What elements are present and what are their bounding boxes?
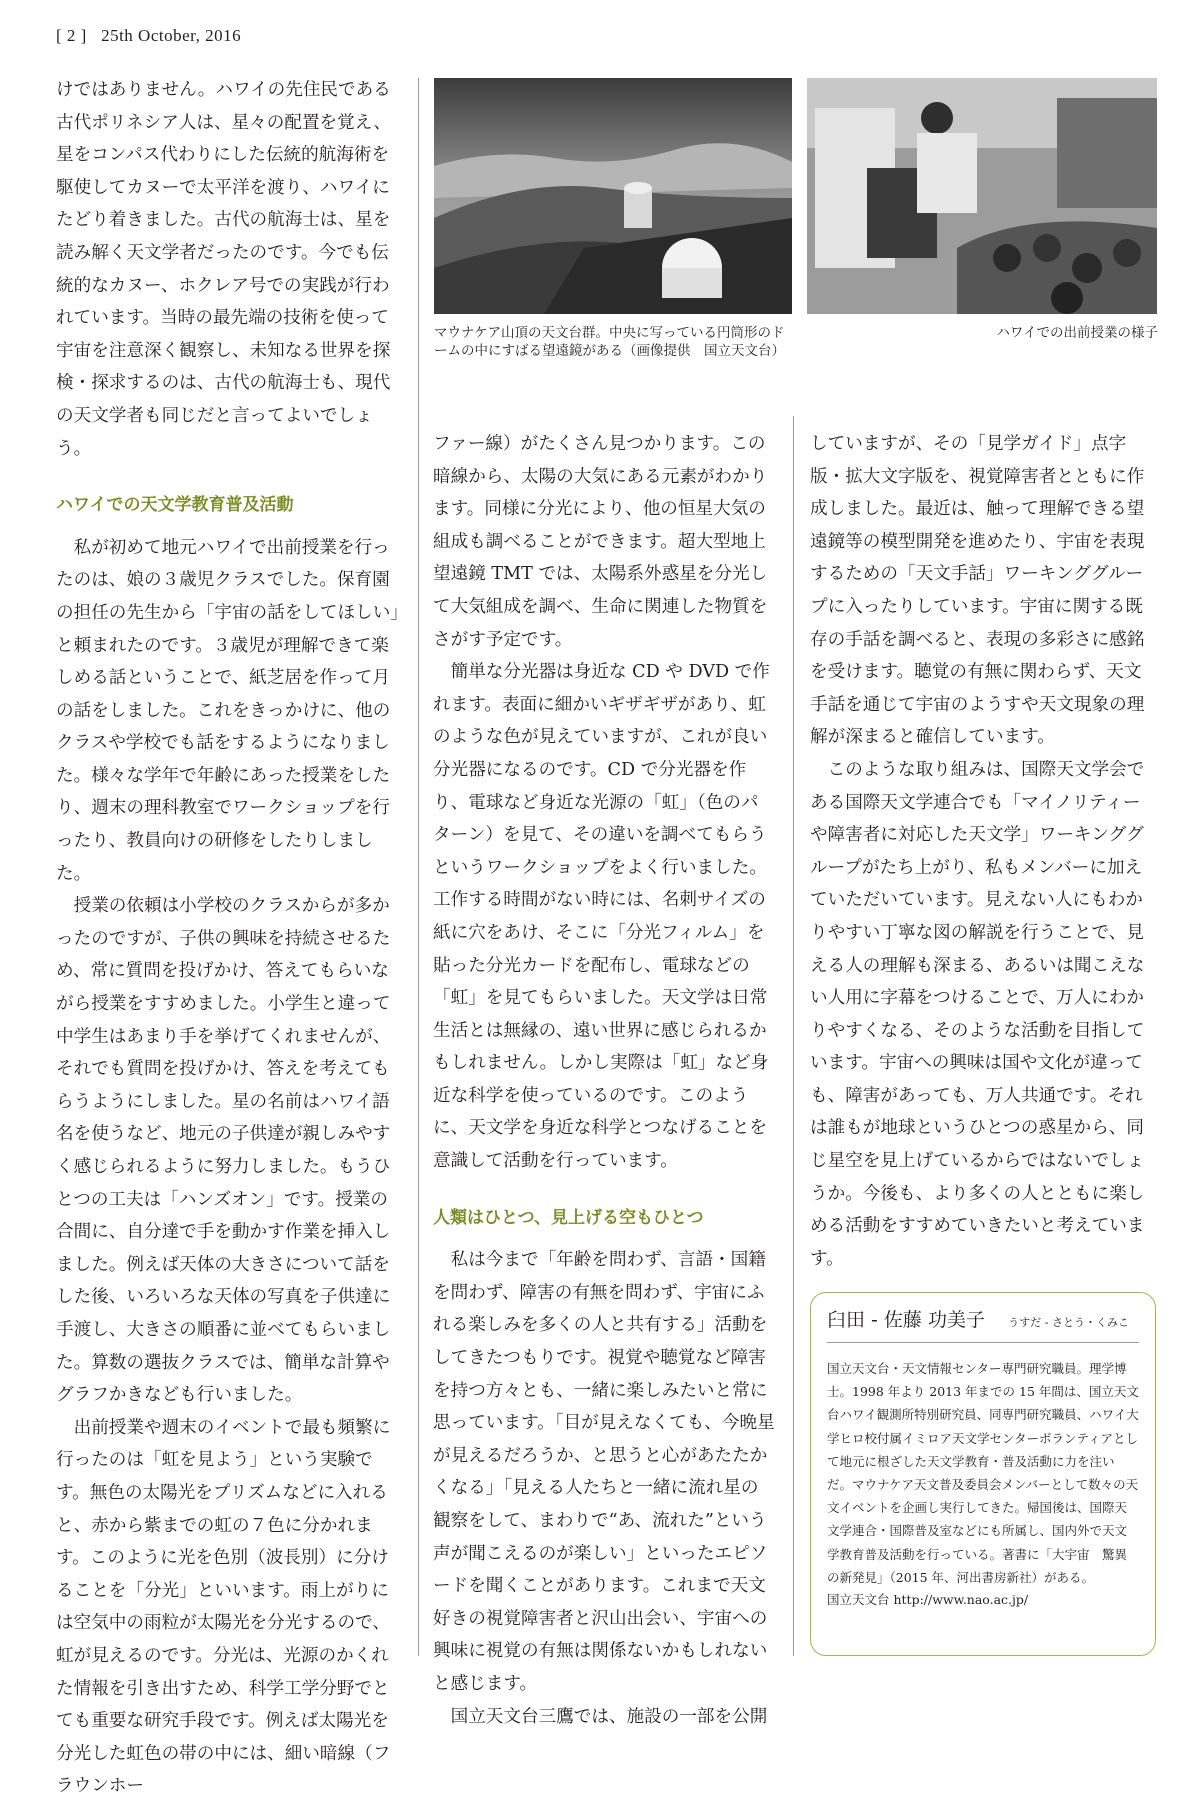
photo-caption: マウナケア山頂の天文台群。中央に写っている円筒形のドームの中にすばる望遠鏡がある（画像提供 国立天文台） [434,325,785,359]
observatory-photo [434,78,792,314]
section-heading: ハワイでの天文学教育普及活動 [56,495,294,516]
author-profile-box [810,1292,1156,1656]
article-column-3 [810,428,1150,1275]
section-heading: 人類はひとつ、見上げる空もひとつ [433,1207,704,1228]
author-name-reading: うすだ - さとう・くみこ [1008,1316,1130,1329]
paragraph: 私は今まで「年齢を問わず、言語・国籍を問わず、障害の有無を問わず、宇宙にふれる楽しみを多くの人と共有する」活動をしてきたつもりです。視覚や聴覚など障害を持つ方々とも、一緒に楽しみたいと常に思っています。「目が見えなくても、今晩星が見えるだろうか、と思うと心があたたかくなる」「見える人たちと一緒に流れ星の観察をして、まわりで“あ、流れた”という声が聞こえるのが楽しい」といったエピソードを聞くことがあります。これまで天文好きの視覚障害者と沢山出会い、宇宙への興味に視覚の有無は関係ないかもしれないと感じます。 [433,1250,775,1694]
paragraph: 出前授業や週末のイベントで最も頻繁に行ったのは「虹を見よう」という実験です。無色の太陽光をプリズムなどに入れると、赤から紫までの虹の７色に分かれます。このように光を色別（波長別）に分けることを「分光」といいます。雨上がりには空気中の雨粒が太陽光を分光するので、虹が見えるのです。分光は、光源のかくれた情報を引き出すため、科学工学分野でとても重要な研究手段です。例えば太陽光を分光した虹色の帯の中には、細い暗線（フラウンホー [56,1417,391,1797]
photo-caption: ハワイでの出前授業の様子 [996,325,1158,341]
column-divider [418,78,419,1656]
profile-divider [827,1342,1139,1343]
article-column-1 [56,74,404,1803]
paragraph: 簡単な分光器は身近な CD や DVD で作れます。表面に細かいギザギザがあり、虹のような色が見えていますが、これが良い分光器になるのです。CD で分光器を作り、電球など身近な光源の「虹」（色のパターン）を見て、その違いを調べてもらうというワークショップをよく行いました。工作する時間がない時には、名刺サイズの紙に穴をあけ、そこに「分光フィルム」を貼った分光カードを配布し、電球などの「虹」を見てもらいました。天文学は日常生活とは無縁の、遠い世界に感じられるかもしれません。しかし実際は「虹」など身近な科学を使っているのです。このように、天文学を身近な科学とつなげることを意識して活動を行っています。 [433,662,770,1172]
page-label: [ 2 ] [56,26,87,45]
paragraph: していますが、その「見学ガイド」点字版・拡大文字版を、視覚障害者とともに作成しました。最近は、触って理解できる望遠鏡等の模型開発を進めたり、宇宙を表現するための「天文手話」ワーキンググループに入ったりしています。宇宙に関する既存の手話を調べると、表現の多彩さに感銘を受けます。聴覚の有無に関わらず、天文手話を通じて宇宙のようすや天文現象の理解が深まると確信しています。 [810,434,1145,748]
issue-date: 25th October, 2016 [101,26,242,45]
paragraph: 国立天文台三鷹では、施設の一部を公開 [450,1706,768,1727]
classroom-photo [807,78,1157,314]
author-name: 臼田 - 佐藤 功美子 [827,1309,985,1331]
author-bio: 国立天文台・天文情報センター専門研究職員。理学博士。1998 年より 2013 年までの 15 年間は、国立天文台ハワイ観測所特別研究員、同専門研究職員、ハワイ大学ヒロ校付属イミロア天文学センターボランティアとして地元に根ざした天文学教育・普及活動に力を注いだ。マウナケア天文普及委員会メンバーとして数々の天文イベントを企画し実行してきた。帰国後は、国際天文学連合・国際普及室などにも所属し、国内外で天文学教育普及活動を行っている。著書に「大宇宙 驚異の新発見」（2015 年、河出書房新社）がある。 [827,1361,1139,1585]
paragraph: このような取り組みは、国際天文学会である国際天文学連合でも「マイノリティーや障害者に対応した天文学」ワーキンググループがたち上がり、私もメンバーに加えていただいています。見えない人にもわかりやすい丁寧な図の解説を行うことで、見える人の理解も深まる、あるいは聞こえない人用に字幕をつけることで、万人にわかりやすくなる、そのような活動を目指しています。宇宙への興味は国や文化が違っても、障害があっても、万人共通です。それは誰もが地球というひとつの惑星から、同じ星空を見上げているからではないでしょうか。今後も、より多くの人とともに楽しめる活動をすすめていきたいと考えています。 [810,759,1145,1269]
author-url: 国立天文台 http://www.nao.ac.jp/ [827,1592,1029,1608]
page-header [56,26,241,46]
paragraph: ファー線）がたくさん見つかります。この暗線から、太陽の大気にある元素がわかります。同様に分光により、他の恒星大気の組成も調べることができます。超大型地上望遠鏡 TMT では、太陽系外惑星を分光して大気組成を調べ、生命に関連した物質をさがす予定です。 [433,434,768,650]
article-column-2 [433,428,775,1733]
column-divider [793,416,794,1656]
paragraph: 私が初めて地元ハワイで出前授業を行ったのは、娘の３歳児クラスでした。保育園の担任の先生から「宇宙の話をしてほしい」と頼まれたのです。３歳児が理解できて楽しめる話ということで、紙芝居を作って月の話をしました。これをきっかけに、他のクラスや学校でも話をするようになりました。様々な学年で年齢にあった授業をしたり、週末の理科教室でワークショップを行ったり、教員向けの研修をしたりしました。 [56,537,400,884]
paragraph: けではありません。ハワイの先住民である古代ポリネシア人は、星々の配置を覚え、星をコンパス代わりにした伝統的航海術を駆使してカヌーで太平洋を渡り、ハワイにたどり着きました。古代の航海士は、星を読み解く天文学者だったのです。今でも伝統的なカヌー、ホクレア号での実践が行われています。当時の最先端の技術を使って宇宙を注意深く観察し、未知なる世界を探検・探求するのは、古代の航海士も、現代の天文学者も同じだと言ってよいでしょう。 [56,80,391,459]
paragraph: 授業の依頼は小学校のクラスからが多かったのですが、子供の興味を持続させるため、常に質問を投げかけ、答えてもらいながら授業をすすめました。小学生と違って中学生はあまり手を挙げてくれませんが、それでも質問を投げかけ、答えを考えてもらうようにしました。星の名前はハワイ語名を使うなど、地元の子供達が親しみやすく感じられるように努力しました。もうひとつの工夫は「ハンズオン」です。授業の合間に、自分達で手を動かす作業を挿入しました。例えば天体の大きさについて話をした後、いろいろな天体の写真を子供達に手渡し、大きさの順番に並べてもらいました。算数の選抜クラスでは、簡単な計算やグラフかきなども行いました。 [56,896,391,1406]
